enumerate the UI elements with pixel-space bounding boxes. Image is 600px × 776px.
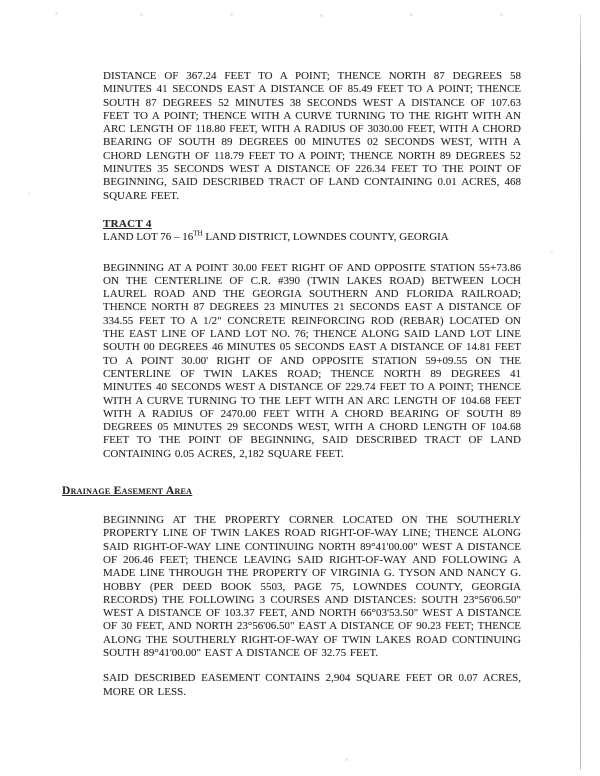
tract4-subheading-text-tail: LAND DISTRICT, LOWNDES COUNTY, GEORGIA (202, 231, 449, 244)
scan-dust-dot (550, 250, 553, 253)
tract4-heading: TRACT 4 (103, 217, 152, 230)
drainage-easement-description-paragraph: BEGINNING AT THE PROPERTY CORNER LOCATED ON THE SOUTHERLY PROPERTY LINE OF TWIN LAKES ROAD RIGHT-OF-WAY LINE; THENCE ALONG SAID RIGHT-OF-WAY LINE CONTINUING NORTH 89°41'00.00" WEST A DISTANCE OF 206.46 FEET; THENCE LEAVING SAID RIGHT-OF-WAY AND FOLLOWING A MADE LINE THROUGH THE PROPERTY OF VIRGINIA G. TYSON AND NANCY G. HOBBY (PER DEED BOOK 5503, PAGE 75, LOWNDES COUNTY, GEORGIA RECORDS) THE FOLLOWING 3 COURSES AND DISTANCES: SOUTH 23°56'06.50" WEST A DISTANCE OF 103.37 FEET, AND NORTH 66°03'53.50" WEST A DISTANCE OF 30 FEET, AND NORTH 23°56'06.50" EAST A DISTANCE OF 90.23 FEET; THENCE ALONG THE SOUTHERLY RIGHT-OF-WAY OF TWIN LAKES ROAD CONTINUING SOUTH 89°41'00.00" EAST A DISTANCE OF 32.75 FEET. (103, 514, 521, 659)
tract4-subheading-ordinal-superscript: TH (193, 229, 203, 238)
tract4-subheading-text: LAND LOT 76 – 16 (103, 231, 194, 244)
easement-area-summary-paragraph: SAID DESCRIBED EASEMENT CONTAINS 2,904 SQUARE FEET OR 0.07 ACRES, MORE OR LESS. (103, 672, 521, 698)
scan-dust-dot (28, 192, 31, 195)
legal-description-body (62, 0, 521, 699)
metes-and-bounds-continuation-paragraph: DISTANCE OF 367.24 FEET TO A POINT; THENCE NORTH 87 DEGREES 58 MINUTES 41 SECONDS EAST A DISTANCE OF 85.49 FEET TO A POINT; THENCE SOUTH 87 DEGREES 52 MINUTES 38 SECONDS WEST A DISTANCE OF 107.63 FEET TO A POINT; THENCE WITH A CURVE TURNING TO THE RIGHT WITH AN ARC LENGTH OF 118.80 FEET, WITH A RADIUS OF 3030.00 FEET, WITH A CHORD BEARING OF SOUTH 89 DEGREES 00 MINUTES 02 SECONDS WEST, WITH A CHORD LENGTH OF 118.79 FEET TO A POINT; THENCE NORTH 89 DEGREES 52 MINUTES 35 SECONDS WEST A DISTANCE OF 226.34 FEET TO THE POINT OF BEGINNING, SAID DESCRIBED TRACT OF LAND CONTAINING 0.01 ACRES, 468 SQUARE FEET. (103, 70, 521, 202)
drainage-easement-heading: Drainage Easement Area (62, 485, 193, 498)
tract4-description-paragraph: BEGINNING AT A POINT 30.00 FEET RIGHT OF AND OPPOSITE STATION 55+73.86 ON THE CENTERLINE OF C.R. #390 (TWIN LAKES ROAD) BETWEEN LOCH LAUREL ROAD AND THE GEORGIA SOUTHERN AND FLORIDA RAILROAD; THENCE NORTH 87 DEGREES 23 MINUTES 21 SECONDS EAST A DISTANCE OF 334.55 FEET TO A 1/2" CONCRETE REINFORCING ROD (REBAR) LOCATED ON THE EAST LINE OF LAND LOT NO. 76; THENCE ALONG SAID LAND LOT LINE SOUTH 00 DEGREES 46 MINUTES 05 SECONDS EAST A DISTANCE OF 14.81 FEET TO A POINT 30.00' RIGHT OF AND OPPOSITE STATION 59+09.55 ON THE CENTERLINE OF TWIN LAKES ROAD; THENCE NORTH 89 DEGREES 41 MINUTES 40 SECONDS WEST A DISTANCE OF 229.74 FEET TO A POINT; THENCE WITH A CURVE TURNING TO THE LEFT WITH AN ARC LENGTH OF 104.68 FEET WITH A RADIUS OF 2470.00 FEET WITH A CHORD BEARING OF SOUTH 89 DEGREES 05 MINUTES 29 SECONDS WEST, WITH A CHORD LENGTH OF 104.68 FEET TO THE POINT OF BEGINNING, SAID DESCRIBED TRACT OF LAND CONTAINING 0.05 ACRES, 2,182 SQUARE FEET. (103, 261, 521, 460)
scan-dust-dot (55, 12, 58, 15)
scan-dust-dot (345, 758, 348, 761)
tract4-land-lot-subheading (103, 231, 521, 244)
scan-edge-line-artifact (580, 14, 581, 770)
